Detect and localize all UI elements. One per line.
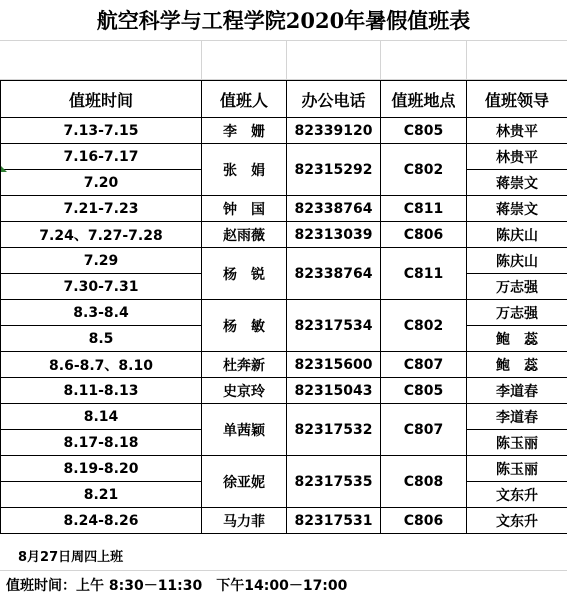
table-row [1, 378, 567, 404]
header-person: 值班人 [202, 81, 287, 118]
return-to-work-note[interactable]: 8月27日周四上班 [0, 545, 567, 571]
cell-person[interactable]: 史京玲 [202, 378, 287, 404]
cell-person[interactable]: 张 娟 [202, 144, 287, 196]
cell-leader[interactable]: 李道春 [467, 404, 567, 430]
cell-time[interactable]: 8.24-8.26 [1, 508, 202, 534]
cell-time[interactable]: 8.17-8.18 [1, 430, 202, 456]
cell-leader[interactable]: 陈庆山 [467, 222, 567, 248]
header-leader: 值班领导 [467, 81, 567, 118]
gridline [466, 40, 467, 80]
cell-time[interactable]: 8.11-8.13 [1, 378, 202, 404]
cell-phone[interactable]: 82317534 [287, 300, 381, 352]
table-row [1, 248, 567, 274]
cell-leader[interactable]: 林贵平 [467, 144, 567, 170]
cell-place[interactable]: C807 [381, 404, 467, 456]
cell-leader[interactable]: 李道春 [467, 378, 567, 404]
cell-place[interactable]: C806 [381, 222, 467, 248]
cell-time[interactable]: 7.29 [1, 248, 202, 274]
cell-phone[interactable]: 82338764 [287, 248, 381, 300]
gridline [201, 40, 202, 80]
cell-time[interactable]: 8.5 [1, 326, 202, 352]
cell-person[interactable]: 李 姗 [202, 118, 287, 144]
table-row [1, 508, 567, 534]
cell-leader[interactable]: 林贵平 [467, 118, 567, 144]
cell-leader[interactable]: 鲍 蕊 [467, 326, 567, 352]
cell-person[interactable]: 钟 国 [202, 196, 287, 222]
cell-place[interactable]: C805 [381, 378, 467, 404]
cell-place[interactable]: C808 [381, 456, 467, 508]
cell-time[interactable]: 7.24、7.27-7.28 [1, 222, 202, 248]
cell-leader[interactable]: 陈玉丽 [467, 456, 567, 482]
cell-person[interactable]: 单茜颖 [202, 404, 287, 456]
cell-leader[interactable]: 陈玉丽 [467, 430, 567, 456]
cell-person[interactable]: 杨 锐 [202, 248, 287, 300]
cell-time[interactable]: 8.21 [1, 482, 202, 508]
cell-time[interactable]: 7.13-7.15 [1, 118, 202, 144]
cell-phone[interactable]: 82317532 [287, 404, 381, 456]
table-row [1, 404, 567, 430]
cell-leader[interactable]: 文东升 [467, 482, 567, 508]
cell-person[interactable]: 杨 敏 [202, 300, 287, 352]
cell-place[interactable]: C805 [381, 118, 467, 144]
cell-time[interactable]: 8.19-8.20 [1, 456, 202, 482]
table-row [1, 300, 567, 326]
gridline [0, 40, 567, 41]
header-place: 值班地点 [381, 81, 467, 118]
cell-phone[interactable]: 82339120 [287, 118, 381, 144]
cell-person[interactable]: 徐亚妮 [202, 456, 287, 508]
table-row [1, 456, 567, 482]
cell-leader[interactable]: 蒋崇文 [467, 170, 567, 196]
cell-person[interactable]: 赵雨薇 [202, 222, 287, 248]
cell-person[interactable]: 马力菲 [202, 508, 287, 534]
table-row [1, 222, 567, 248]
cell-time[interactable]: 8.14 [1, 404, 202, 430]
cell-time[interactable]: 7.30-7.31 [1, 274, 202, 300]
cell-leader[interactable]: 陈庆山 [467, 248, 567, 274]
cell-leader[interactable]: 万志强 [467, 300, 567, 326]
cell-place[interactable]: C802 [381, 300, 467, 352]
cell-time[interactable]: 7.21-7.23 [1, 196, 202, 222]
cell-person[interactable]: 杜奔新 [202, 352, 287, 378]
cell-phone[interactable]: 82315292 [287, 144, 381, 196]
cell-place[interactable]: C807 [381, 352, 467, 378]
cell-place[interactable]: C811 [381, 248, 467, 300]
cell-time[interactable]: 7.16-7.17 [1, 144, 202, 170]
table-row [1, 118, 567, 144]
cell-phone[interactable]: 82315600 [287, 352, 381, 378]
header-time: 值班时间 [1, 81, 202, 118]
table-header-row [1, 81, 567, 118]
duty-table [0, 80, 567, 534]
duty-hours-footer[interactable]: 值班时间：上午 8:30－11:30 下午14:00－17:00 [6, 578, 348, 594]
gridline [380, 40, 381, 80]
table-row [1, 196, 567, 222]
cell-place[interactable]: C802 [381, 144, 467, 196]
cell-leader[interactable]: 万志强 [467, 274, 567, 300]
page-title: 航空科学与工程学院2020年暑假值班表 [96, 8, 471, 33]
cell-comment-marker-icon [1, 166, 7, 172]
cell-leader[interactable]: 鲍 蕊 [467, 352, 567, 378]
cell-place[interactable]: C811 [381, 196, 467, 222]
header-phone: 办公电话 [287, 81, 381, 118]
table-row [1, 352, 567, 378]
cell-phone[interactable]: 82338764 [287, 196, 381, 222]
cell-leader[interactable]: 文东升 [467, 508, 567, 534]
cell-phone[interactable]: 82317531 [287, 508, 381, 534]
cell-time[interactable]: 8.6-8.7、8.10 [1, 352, 202, 378]
cell-place[interactable]: C806 [381, 508, 467, 534]
cell-time[interactable]: 7.20 [1, 170, 202, 196]
table-row [1, 144, 567, 170]
cell-phone[interactable]: 82317535 [287, 456, 381, 508]
cell-phone[interactable]: 82313039 [287, 222, 381, 248]
cell-phone[interactable]: 82315043 [287, 378, 381, 404]
gridline [286, 40, 287, 80]
cell-time[interactable]: 8.3-8.4 [1, 300, 202, 326]
cell-leader[interactable]: 蒋崇文 [467, 196, 567, 222]
